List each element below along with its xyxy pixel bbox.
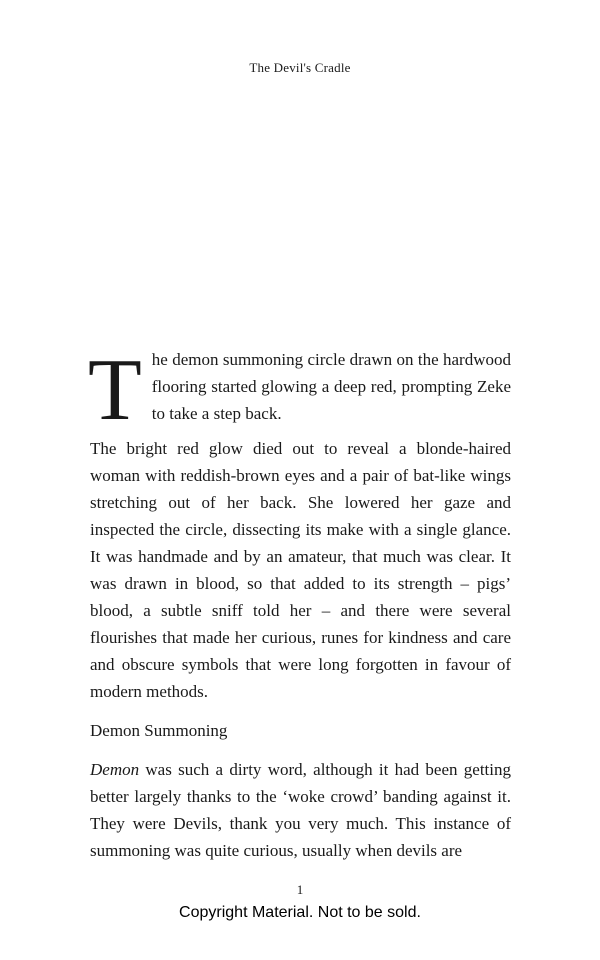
page-number: 1 [296,882,304,897]
section-heading-text: Demon Summoning [90,721,228,740]
opening-paragraph-text: he demon summoning circle drawn on the hardwood flooring started glowing a deep red, prompting Zeke to take a step back. [151,350,511,423]
running-title: The Devil's Cradle [249,60,351,75]
paragraph-text: was such a dirty word, although it had been getting better largely thanks to the ‘woke crowd’ banding against it. They were Devils, thank you very much. This instance of summoning was quite curious, usually when devils are [90,760,511,860]
paragraph: The bright red glow died out to reveal a blonde-haired woman with reddish-brown eyes and a pair of bat-like wings stretching out of her back. She lowered her gaze and inspected the circle, dissecting its make with a single glance. It was handmade and by an amateur, that much was clear. It was drawn in blood, so that added to its strength – pigs’ blood, a subtle sniff told her – and there were several flourishes that made her curious, runes for kindness and care and obscure symbols that were long forgotten in favour of modern methods. [90,439,511,701]
chapter-text [88,342,511,872]
paragraph [90,756,511,864]
opening-paragraph [88,342,511,439]
emphasized-word: Demon [90,760,140,779]
section-heading [90,717,511,744]
drop-cap: T [88,342,142,439]
copyright-notice: Copyright Material. Not to be sold. [179,904,421,921]
